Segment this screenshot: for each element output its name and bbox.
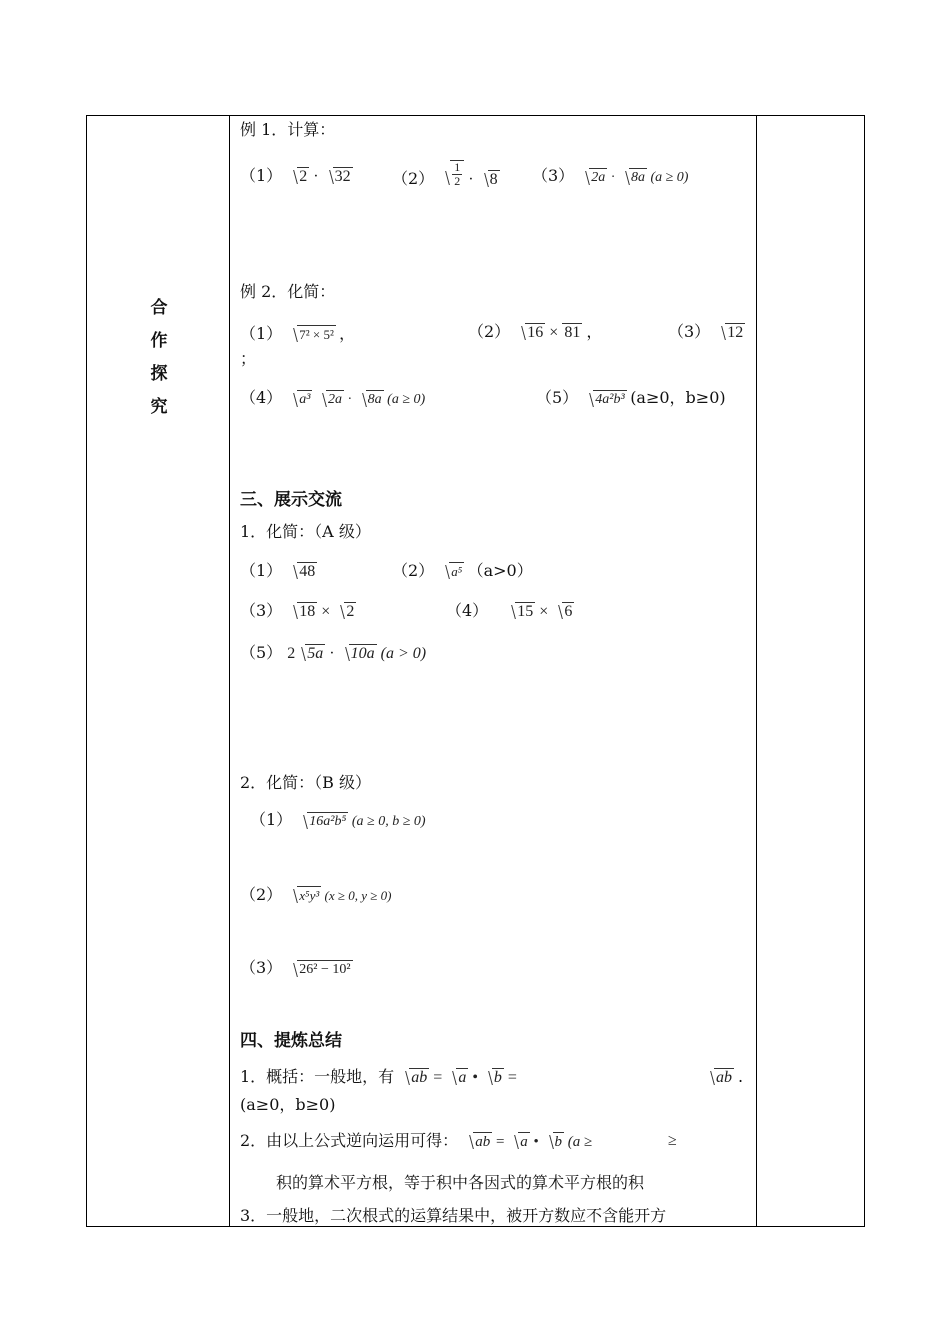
example2-semicolon: ； xyxy=(240,349,257,368)
section3-q1-item-3 xyxy=(240,601,356,622)
condition: (a≥0，b≥0) xyxy=(630,388,726,407)
section4-point-3: 3．一般地，二次根式的运算结果中，被开方数应不含能开方 xyxy=(240,1206,667,1225)
table-column-divider-2 xyxy=(756,115,757,1227)
math-expression: 2a · 8a (a ≥ 0) xyxy=(579,170,688,185)
item-number: （3） xyxy=(240,958,283,977)
math-expression: 15 × 6 xyxy=(505,603,574,620)
example1-title: 例 1．计算： xyxy=(240,120,336,139)
section3-q2-title: 2．化简：（B 级） xyxy=(240,773,372,792)
section4-point-2-line2: 积的算术平方根，等于积中各因式的算术平方根的积 xyxy=(276,1173,645,1192)
radical: 16 xyxy=(516,323,545,343)
section3-heading: 三、展示交流 xyxy=(240,490,342,510)
section3-q1-item-1 xyxy=(240,561,317,582)
item-number: （5） xyxy=(240,643,283,662)
condition: (x ≥ 0, y ≥ 0) xyxy=(324,888,392,903)
section4-point-1-tail: ab . xyxy=(704,1067,743,1088)
table-border-bottom xyxy=(86,1226,865,1227)
radical: 7² × 5² xyxy=(288,325,336,345)
example2-item-5 xyxy=(536,388,726,410)
example2-item-4 xyxy=(240,388,425,410)
math-expression: a³ 2a · 8a (a ≥ 0) xyxy=(287,392,425,407)
radical: 8a xyxy=(620,168,647,188)
section4-point-2: 2．由以上公式逆向运用可得： ab = a • b (a ≥ xyxy=(240,1131,593,1150)
example1-item-1 xyxy=(240,166,353,187)
math-expression xyxy=(287,327,339,342)
radical: ab xyxy=(705,1068,734,1088)
section3-q2-item-3 xyxy=(240,958,353,980)
example1-item-2 xyxy=(392,160,500,188)
section3-q2-item-2 xyxy=(240,885,391,906)
item-number: （3） xyxy=(240,601,283,620)
item-number: （5） xyxy=(536,388,579,407)
radical: 8 xyxy=(479,170,500,190)
item-number: （2） xyxy=(468,322,511,341)
section-label-cooperative-inquiry xyxy=(148,292,170,424)
item-number: （3） xyxy=(668,322,711,341)
item-number: （2） xyxy=(392,169,435,189)
radical: a xyxy=(509,1132,530,1152)
math-expression: 18 × 2 xyxy=(287,603,356,620)
item-number: （2） xyxy=(392,561,435,580)
radical: 15 xyxy=(506,602,535,622)
item-number: （2） xyxy=(240,885,283,904)
section3-q1-item-2 xyxy=(392,561,533,582)
label-char: 探 xyxy=(150,364,168,384)
radical: a xyxy=(447,1068,468,1088)
radical: 2 xyxy=(288,167,309,187)
fraction: $\frac{1}{2}$ xyxy=(454,160,461,188)
section4-point-2-ge: ≥ xyxy=(668,1132,677,1149)
math-expression xyxy=(715,324,745,341)
radical: a³ xyxy=(288,390,312,410)
radical: 16a²b⁵ xyxy=(298,812,348,832)
section3-q1-item-5 xyxy=(240,643,426,664)
section4-heading: 四、提炼总结 xyxy=(240,1031,342,1051)
math-expression: 16 × 81 xyxy=(515,324,586,341)
math-expression xyxy=(297,814,425,829)
item-number: （1） xyxy=(240,324,283,343)
label-char: 作 xyxy=(150,331,168,351)
section4-point-1-condition: (a≥0，b≥0) xyxy=(240,1095,336,1114)
condition: (a ≥ 0) xyxy=(650,170,689,185)
math-expression: ab = a • b (a ≥ xyxy=(463,1134,592,1150)
condition: (a ≥ 0, b ≥ 0) xyxy=(351,814,426,829)
radical: a⁵ xyxy=(440,562,464,582)
example2-item-1: （1） 7² × 5² ， xyxy=(240,324,356,343)
math-expression: 2 · 32 xyxy=(287,168,352,185)
item-number: （1） xyxy=(240,561,283,580)
radical: b xyxy=(544,1132,565,1152)
example1-item-3 xyxy=(532,166,688,188)
radical: 26² − 10² xyxy=(288,960,352,980)
radical: 2 xyxy=(335,602,356,622)
example2-title: 例 2．化简： xyxy=(240,282,336,301)
radical: 4a²b³ xyxy=(584,390,626,410)
section3-q1-item-4 xyxy=(446,601,574,622)
item-number: （4） xyxy=(240,388,283,407)
label-char: 究 xyxy=(150,397,168,417)
table-border-top xyxy=(86,115,865,116)
radical: x⁵y³ xyxy=(288,886,321,906)
math-expression: $\frac{1}{2}$ · 8 xyxy=(439,165,499,182)
radical xyxy=(440,160,464,188)
section4-point-1: 1．概括：一般地，有 ab = a • b = xyxy=(240,1067,517,1086)
section3-q2-item-1 xyxy=(250,810,426,832)
section3-q1-title: 1．化简：（A 级） xyxy=(240,522,371,541)
condition: (a > 0) xyxy=(380,645,427,662)
example2-item-2: （2） 16 × 81 ， xyxy=(468,322,603,341)
item-number: （3） xyxy=(532,166,575,185)
math-expression xyxy=(287,888,391,903)
radical: b xyxy=(483,1068,504,1088)
math-expression: 2 5a · 10a (a > 0) xyxy=(287,645,427,662)
radical: 6 xyxy=(553,602,574,622)
table-border-left xyxy=(86,115,87,1227)
radical: 2a xyxy=(317,390,344,410)
radical: 10a xyxy=(340,644,377,664)
item-number: （1） xyxy=(250,810,293,829)
item-number: （1） xyxy=(240,166,283,185)
condition: (a ≥ 0) xyxy=(387,392,426,407)
example2-item-3 xyxy=(668,322,745,343)
radical: 18 xyxy=(288,602,317,622)
radical: ab xyxy=(400,1068,429,1088)
math-expression xyxy=(704,1069,738,1086)
radical: 8a xyxy=(357,390,384,410)
radical: 48 xyxy=(288,562,317,582)
label-char: 合 xyxy=(150,298,168,318)
radical: 5a xyxy=(296,644,325,664)
condition: （a>0） xyxy=(467,561,533,580)
math-expression: ab = a • b = xyxy=(399,1069,517,1086)
radical: ab xyxy=(464,1132,492,1152)
math-expression xyxy=(287,563,317,580)
math-expression xyxy=(583,392,630,407)
radical: 32 xyxy=(324,167,353,187)
math-expression xyxy=(287,962,352,977)
radical: 12 xyxy=(716,323,745,343)
table-column-divider-1 xyxy=(229,115,230,1227)
item-number: （4） xyxy=(446,601,489,620)
table-border-right xyxy=(864,115,865,1227)
radical: 2a xyxy=(580,168,607,188)
math-expression xyxy=(439,564,467,579)
